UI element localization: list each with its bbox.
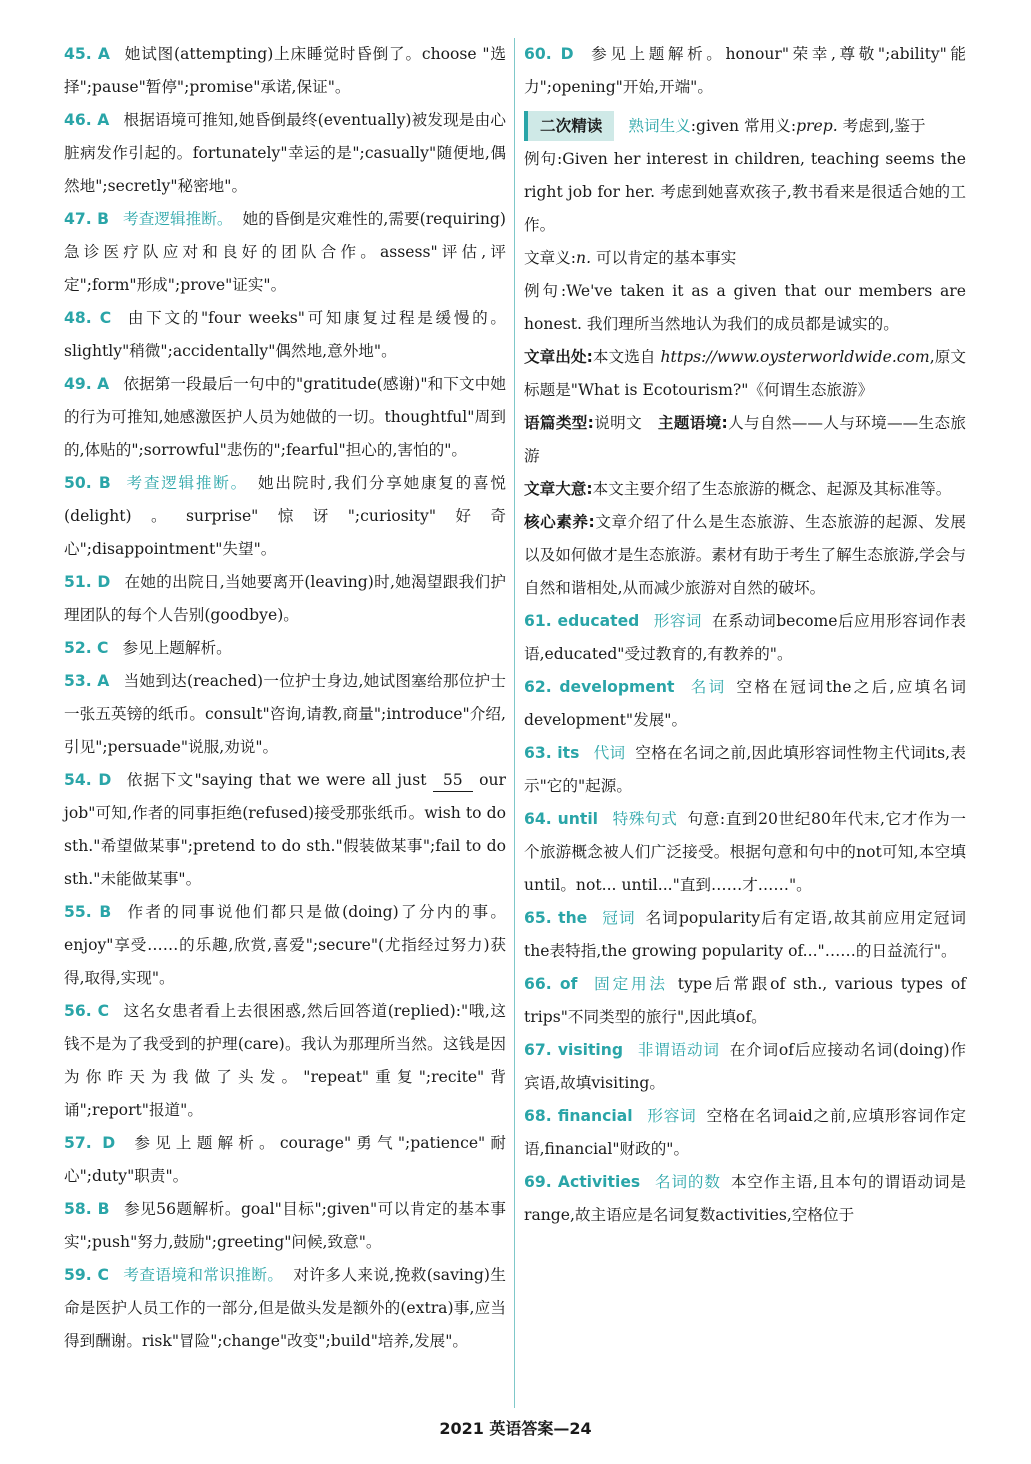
article-source: 文章出处:本文选自 https://www.oysterworldwide.com,原文标题是"What is Ecotourism?"《何谓生态旅游》 (524, 348, 966, 399)
answer-48: 48. C 由下文的"four weeks"可知康复过程是缓慢的。slightly"稍微";accidentally"偶然地,意外地"。 (64, 309, 506, 360)
fill-blank: 55 (433, 769, 473, 792)
answer-47: 47. B 考查逻辑推断。 她的昏倒是灾难性的,需要(requiring)急诊医疗队应对和良好的团队合作。assess"评估,评定";form"形成";prove"证实"。 (64, 210, 506, 294)
left-column (64, 38, 506, 1358)
answer-63: 63. its 代词 空格在名词之前,因此填形容词性物主代词its,表示"它的"起源。 (524, 744, 966, 795)
article-summary: 文章大意:本文主要介绍了生态旅游的概念、起源及其标准等。 (524, 480, 952, 498)
answer-54: 54. D 依据下文"saying that we were all just 55 our job"可知,作者的同事拒绝(refused)接受那张纸币。wish to do sth."希望做某事";pretend to do sth."假装做某事";fail to do sth."未能做某事"。 (64, 771, 506, 888)
section-badge: 二次精读 (524, 111, 614, 141)
section-heading: 熟词生义 (628, 117, 691, 135)
answer-66: 66. of 固定用法 type后常跟of sth., various types of trips"不同类型的旅行",因此填of。 (524, 975, 966, 1026)
answer-50: 50. B 考查逻辑推断。 她出院时,我们分享她康复的喜悦(delight)。surprise"惊讶";curiosity"好奇心";disappointment"失望"。 (64, 474, 506, 558)
answer-61: 61. educated 形容词 在系动词become后应用形容词作表语,educated"受过教育的,有教养的"。 (524, 612, 966, 663)
answer-68: 68. financial 形容词 空格在名词aid之前,应填形容词作定语,financial"财政的"。 (524, 1107, 966, 1158)
article-meaning: 文章义:n. 可以肯定的基本事实 (524, 249, 737, 267)
answer-56: 56. C 这名女患者看上去很困惑,然后回答道(replied):"哦,这钱不是为了我受到的护理(care)。我认为那理所当然。这钱是因为你昨天为我做了头发。"repeat"重复";recite"背诵";report"报道"。 (64, 1002, 507, 1119)
answer-65: 65. the 冠词 名词popularity后有定语,故其前应用定冠词the表特指,the growing popularity of..."……的日益流行"。 (524, 909, 966, 960)
example-sentence-1: 例句:Given her interest in children, teaching seems the right job for her. 考虑到她喜欢孩子,教书看来是很适合她的工作。 (524, 150, 966, 234)
answer-62: 62. development 名词 空格在冠词the之后,应填名词development"发展"。 (524, 678, 966, 729)
answer-64: 64. until 特殊句式 句意:直到20世纪80年代末,它才作为一个旅游概念被人们广泛接受。根据句意和句中的not可知,本空填until。not... until..."直到……才……"。 (524, 810, 966, 894)
column-divider (514, 38, 515, 1408)
vocab-section: 二次精读 熟词生义:given 常用义:prep. 考虑到,鉴于 (524, 110, 966, 143)
answer-55: 55. B 作者的同事说他们都只是做(doing)了分内的事。enjoy"享受……的乐趣,欣赏,喜爱";secure"(尤指经过努力)获得,取得,实现"。 (64, 903, 506, 987)
answer-59: 59. C 考查语境和常识推断。 对许多人来说,挽救(saving)生命是医护人员工作的一部分,但是做头发是额外的(extra)事,应当得到酬谢。risk"冒险";change"改变";build"培养,发展"。 (64, 1266, 506, 1350)
example-sentence-2: 例句:We've taken it as a given that our members are honest. 我们理所当然地认为我们的成员都是诚实的。 (524, 282, 966, 333)
answer-53: 53. A 当她到达(reached)一位护士身边,她试图塞给那位护士一张五英镑的纸币。consult"咨询,请教,商量";introduce"介绍,引见";persuade"说服,劝说"。 (64, 672, 506, 756)
page-footer: 2021 英语答案—24 (439, 1419, 592, 1438)
answer-49: 49. A 依据第一段最后一句中的"gratitude(感谢)"和下文中她的行为可推知,她感激医护人员为她做的一切。thoughtful"周到的,体贴的";sorrowful"悲伤的";fearful"担心的,害怕的"。 (64, 375, 506, 459)
core-literacy: 核心素养:文章介绍了什么是生态旅游、生态旅游的起源、发展以及如何做才是生态旅游。素材有助于考生了解生态旅游,学会与自然和谐相处,从而减少旅游对自然的破坏。 (524, 513, 966, 597)
answer-52: 52. C 参见上题解析。 (64, 639, 232, 657)
article-genre-theme: 语篇类型:说明文 主题语境:人与自然——人与环境——生态旅游 (524, 414, 966, 465)
answer-45: 45. A 她试图(attempting)上床睡觉时昏倒了。choose "选择";pause"暂停";promise"承诺,保证"。 (64, 45, 507, 96)
answer-60: 60. D 参见上题解析。honour"荣幸,尊敬";ability"能力";opening"开始,开端"。 (524, 45, 967, 96)
answer-57: 57. D 参见上题解析。courage"勇气";patience"耐心";duty"职责"。 (64, 1134, 506, 1185)
source-url: https://www.oysterworldwide.com (660, 348, 930, 366)
answer-51: 51. D 在她的出院日,当她要离开(leaving)时,她渴望跟我们护理团队的每个人告别(goodbye)。 (64, 573, 507, 624)
right-column (524, 38, 966, 1232)
answer-67: 67. visiting 非谓语动词 在介词of后应接动名词(doing)作宾语,故填visiting。 (524, 1041, 966, 1092)
answer-69: 69. Activities 名词的数 本空作主语,且本句的谓语动词是range,故主语应是名词复数activities,空格位于 (524, 1173, 966, 1224)
answer-58: 58. B 参见56题解析。goal"目标";given"可以肯定的基本事实";push"努力,鼓励";greeting"问候,致意"。 (64, 1200, 506, 1251)
answer-46: 46. A 根据语境可推知,她昏倒最终(eventually)被发现是由心脏病发作引起的。fortunately"幸运的是";casually"随便地,偶然地";secretly"秘密地"。 (64, 111, 507, 195)
